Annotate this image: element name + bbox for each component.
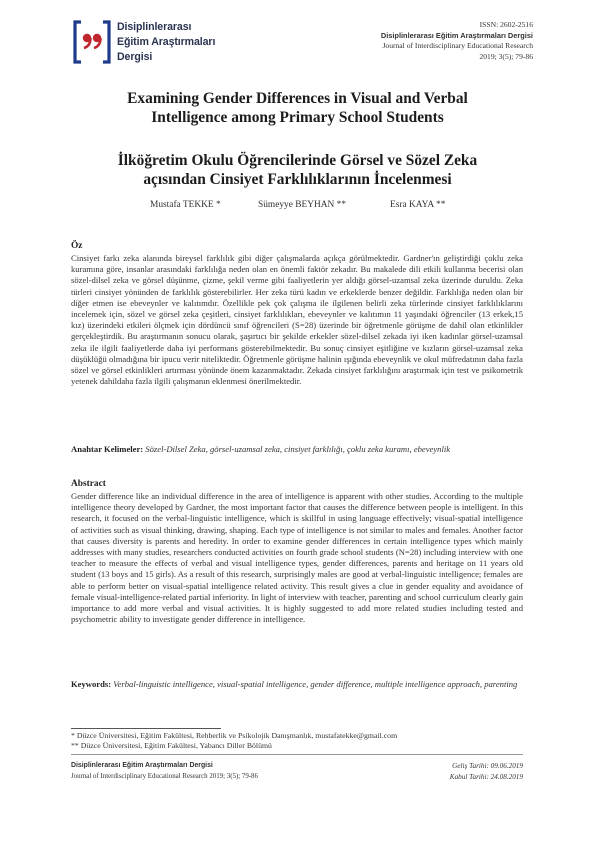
- footer-journal-name: Disiplinlerarası Eğitim Araştırmaları Dergisi: [71, 762, 213, 769]
- abstract-heading: Abstract: [71, 479, 106, 489]
- abstract-text: Gender difference like an individual difference in the area of intelligence is apparent with other studies. According to the multiple intelligence theory developed by Gardner, the most important factor that causes the difference between people is intelligent. In this research, it focused on the verbal-linguistic intelligence, which is skillful in using language effectively; visual-spatial intelligence of activities such as visual thinking, drawing, shaping. Each type of intelligence is not similar to males and females. Another factor that causes diversity is parents and heredity. In order to examine gender differences in certain intelligence types which mainly addresses with many studies, researchers conducted activities on fourth grade school students (N=28) including interview with one teacher to measure the effects of verbal and visual intelligence types, gender differences, parents and heritage on 11 years old student (13 boys and 15 girls). As a result of this research, surprisingly males are good at verbal-linguistic intelligence; females are able to perform better on visual-spatial intelligence related activity. This result gives a clue in gender equality and avoidance of female visual-intelligence-related partial inferiority. In light of interview with teacher, parenting and school curriculum clearly gain importance to add more verbal and visual activities. It is highly suggested to add more related studies including tested and psychometric ability to investigate gender difference in intelligence.: [71, 491, 523, 625]
- keywords-turkish: [71, 444, 523, 455]
- keywords-text: Sözel-Dilsel Zeka, görsel-uzamsal zeka, cinsiyet farklılığı, çoklu zeka kuramı, ebeveynlik: [145, 444, 451, 454]
- oz-text: Cinsiyet farkı zeka alanında bireysel farklılık gibi diğer çalışmalarda açıkça görülmektedir. Gardner'ın geliştirdiği çoklu zeka kuramına göre, insanlar arasındaki farklılığa neden olan en önemli faktör zekadır. Bu makalede dili etkili kullanma becerisi olan sözel-dilsel zeka ve görsel düşünme, çizme, şekil verme gibi faaliyetlerin yer aldığı görsel-uzamsal zeka üzerinde duruldu. Zeka türleri cinsiyet yönünden de farklılık gösterebilirler. Her zeka türü kadın ve erkeklerde benzer değildir. Farklılığa neden olan bir diğer etmen ise ebeveynler ve kalıtımdır. Özellikle pek çok çalışma ile ilgilenen belirli zeka türlerinde cinsiyet farklılıklarını incelemek için, sözel ve görsel zeka çeşitleri, cinsiyet farklılıkları, ebeveynler ve kalıtımın 11 yaşındaki öğrenciler (13 erkek,15 kız) üzerindeki etkileri ölçmek için dördüncü sınıf öğrencileri (S=28) üzerinde bir öğretmenle görüşme de dahil olan etkinlikler gerçekleştirdik. Bu araştırmanın sonucu olarak, şaşırtıcı bir şekilde erkekler sözel-dilsel zekada iyi iken kadınlar görsel-uzamsal zeka ile ilgili faaliyetlerde daha iyi performans gösterebilmektedir. Bu sonuç cinsiyet eşitliğine ve kızların görsel-uzamsal zeka düşüklüğü olmadığına bir ipucu verir niteliktedir. Öğretmenle görüşme halinin ışığında ebeveynlik ve okul müfredatının daha fazla sözel ve görsel etkinlikleri artırması yönünde önem kazanmaktadır. Zekada cinsiyet farklılığını araştırmak için test ve psikometrik yetenek dahildaha fazla ilgili çalışmanın eklenmesi önerilmektedir.: [71, 253, 523, 387]
- keywords-label: Anahtar Kelimeler:: [71, 444, 144, 454]
- journal-info: [381, 20, 533, 62]
- journal-name-en: Journal of Interdisciplinary Educational Research: [382, 41, 533, 51]
- title-turkish: [60, 151, 535, 189]
- journal-name-tr: Disiplinlerarası Eğitim Araştırmaları Dergisi: [380, 30, 533, 40]
- title-line: İlköğretim Okulu Öğrencilerinde Görsel ve Sözel Zeka: [117, 152, 478, 169]
- keywords-text: Verbal-linguistic intelligence, visual-spatial intelligence, gender difference, multiple intelligence approach, parenting: [113, 679, 518, 689]
- title-line: Examining Gender Differences in Visual and Verbal: [127, 90, 468, 107]
- keywords-english: [71, 679, 523, 690]
- logo-line: Eğitim Araştırmaları: [117, 36, 216, 48]
- issn: ISSN: 2602-2516: [479, 20, 533, 29]
- author: Sümeyye BEYHAN **: [258, 200, 347, 210]
- accepted-date: Kabul Tarihi: 24.08.2019: [449, 772, 523, 781]
- quote-bracket-icon: [72, 19, 112, 65]
- journal-logo: [72, 19, 252, 67]
- author: Esra KAYA **: [390, 200, 446, 210]
- footer-journal-line: Journal of Interdisciplinary Educational Research 2019; 3(5); 79-86: [71, 772, 258, 780]
- title-english: [60, 89, 535, 127]
- title-line: Intelligence among Primary School Students: [151, 109, 444, 126]
- footer-journal: [71, 761, 258, 783]
- footnote-divider: [71, 728, 221, 729]
- logo-line: Dergisi: [117, 51, 153, 63]
- footnote: * Düzce Üniversitesi, Eğitim Fakültesi, Rehberlik ve Psikolojik Danışmanlık, mustafatekke@gmail.com: [71, 731, 398, 740]
- footnotes: [71, 731, 397, 752]
- received-date: Geliş Tarihi: 09.06.2019: [452, 762, 523, 770]
- volume-info: 2019; 3(5); 79-86: [479, 51, 533, 61]
- oz-heading: Öz: [71, 241, 83, 251]
- footnote: ** Düzce Üniversitesi, Eğitim Fakültesi, Yabancı Diller Bölümü: [71, 741, 272, 751]
- logo-line: Disiplinlerarası: [117, 21, 192, 33]
- logo-wordmark: [117, 20, 215, 65]
- author: Mustafa TEKKE *: [150, 200, 221, 210]
- title-line: açısından Cinsiyet Farklılıklarının İncelenmesi: [143, 171, 452, 188]
- keywords-label: Keywords:: [71, 679, 112, 689]
- footer-dates: [450, 761, 523, 783]
- footer-divider: [71, 754, 523, 755]
